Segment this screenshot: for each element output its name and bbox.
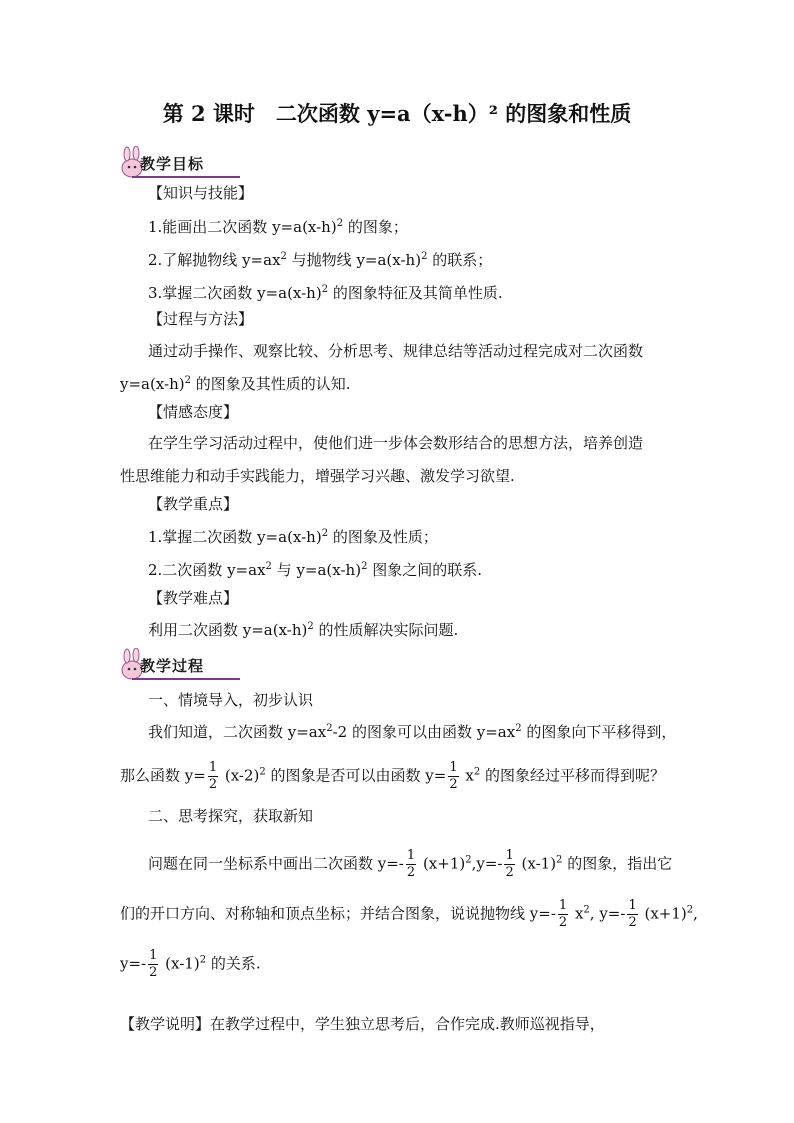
section-tag-goals: 教学目标 (140, 155, 205, 173)
key-point-2: 2.二次函数 $y=ax^2$ 与 $y=a(x-h)^2$ 图象之间的联系. (148, 561, 482, 579)
page-title: 第 2 课时 二次函数 y=a（x-h）² 的图象和性质 (162, 101, 632, 126)
step-1-heading: 一、情境导入，初步认识 (148, 691, 314, 709)
heading-difficulty: 【教学难点】 (148, 589, 239, 607)
question-line-2: 们的开口方向、对称轴和顶点坐标；并结合图象，说说抛物线 y=- $\frac{1}{2}$ $x^2$, y=- $\frac{1}{2}$ $(x+1)^2$, (120, 898, 698, 930)
difficulty-item: 利用二次函数 $y=a(x-h)^2$ 的性质解决实际问题. (148, 621, 459, 639)
method-para-line-2: $y=a(x-h)^2$ 的图象及其性质的认知. (120, 375, 351, 393)
fraction-one-half: $\frac{1}{2}$ (628, 898, 637, 930)
section-banner-goals (118, 146, 248, 180)
method-para-line-1: 通过动手操作、观察比较、分析思考、规律总结等活动过程完成对二次函数 (148, 342, 644, 360)
heading-method: 【过程与方法】 (148, 310, 254, 328)
heading-emotion: 【情感态度】 (148, 403, 239, 421)
section-banner-process (118, 648, 248, 682)
question-line-1: 问题在同一坐标系中画出二次函数 y=- $\frac{1}{2}$ $(x+1)^2,y=-$ $\frac{1}{2}$ $(x-1)^2$ 的图象，指出它 (148, 848, 673, 880)
knowledge-item-2: 2.了解抛物线 $y=ax^2$ 与抛物线 $y=a(x-h)^2$ 的联系； (148, 251, 493, 269)
knowledge-item-3: 3.掌握二次函数 $y=a(x-h)^2$ 的图象特征及其简单性质. (148, 284, 503, 302)
intro-para-line-2: 那么函数 y= $\frac{1}{2}$ $(x-2)^2$ 的图象是否可以由函数 y= $\frac{1}{2}$ $x^2$ 的图象经过平移而得到呢？ (120, 760, 666, 792)
key-point-1: 1.掌握二次函数 $y=a(x-h)^2$ 的图象及性质； (148, 528, 438, 546)
banner-underline (132, 176, 240, 178)
question-line-3: y=- $\frac{1}{2}$ $(x-1)^2$ 的关系. (120, 948, 261, 980)
fraction-one-half: $\frac{1}{2}$ (449, 760, 458, 792)
fraction-one-half: $\frac{1}{2}$ (149, 948, 158, 980)
intro-para-line-1: 我们知道，二次函数 $y=ax^2-2$ 的图象可以由函数 $y=ax^2$ 的图象向下平移得到， (148, 723, 677, 741)
section-tag-process: 教学过程 (140, 657, 205, 675)
teaching-note: 【教学说明】在教学过程中，学生独立思考后，合作完成.教师巡视指导， (120, 1015, 605, 1033)
emotion-para-line-2: 性思维能力和动手实践能力，增强学习兴趣、激发学习欲望. (120, 467, 515, 485)
banner-underline (132, 678, 240, 680)
knowledge-item-1: 1.能画出二次函数 $y=a(x-h)^2$ 的图象； (148, 218, 408, 236)
heading-knowledge: 【知识与技能】 (148, 184, 254, 202)
fraction-one-half: $\frac{1}{2}$ (208, 760, 218, 792)
fraction-one-half: $\frac{1}{2}$ (505, 848, 514, 880)
heading-key-points: 【教学重点】 (148, 495, 239, 513)
emotion-para-line-1: 在学生学习活动过程中，使他们进一步体会数形结合的思想方法，培养创造 (148, 434, 644, 452)
fraction-one-half: $\frac{1}{2}$ (406, 848, 416, 880)
fraction-one-half: $\frac{1}{2}$ (558, 898, 568, 930)
step-2-heading: 二、思考探究，获取新知 (148, 807, 314, 825)
